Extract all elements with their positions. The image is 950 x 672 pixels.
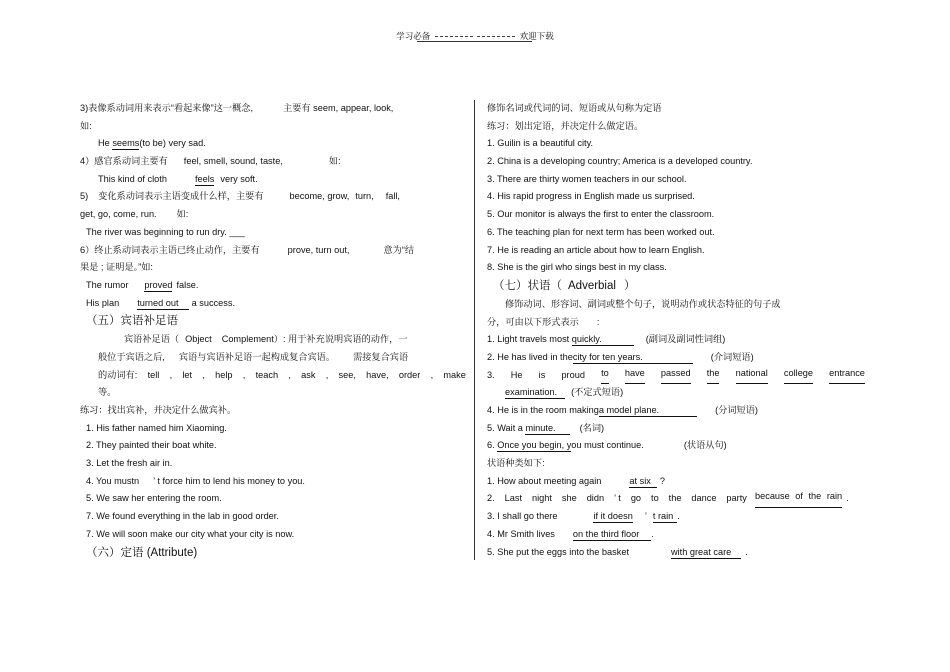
- text: look,: [373, 103, 394, 113]
- text: get, go, come, run.: [80, 209, 157, 220]
- text: .: [677, 511, 680, 522]
- text: 4. Mr Smith lives: [487, 528, 555, 539]
- note: (介词短语): [710, 351, 754, 362]
- word: ’ t: [614, 493, 621, 504]
- answer-underline: because of the rain: [755, 490, 842, 508]
- text-line: [80, 331, 466, 349]
- word: is: [538, 369, 546, 380]
- word: ask: [301, 369, 316, 380]
- word: ,: [242, 369, 246, 380]
- text: :: [596, 316, 600, 327]
- text: 4）感官系动词主要有: [80, 156, 168, 167]
- text: 意为“结: [383, 244, 415, 255]
- text: ’: [644, 511, 647, 522]
- text: 分，可由以下形式表示: [487, 316, 579, 327]
- text: The river was beginning to run dry.: [86, 226, 227, 237]
- word: party: [726, 493, 747, 504]
- note: (不定式短语): [571, 387, 624, 398]
- word: see,: [338, 369, 356, 380]
- header-left: 学习必备: [396, 32, 431, 42]
- text-line: [80, 188, 466, 206]
- exercise-item: 1. His father named him Xiaoming.: [86, 422, 227, 433]
- header-right: 欢迎下载: [519, 32, 554, 42]
- text: prove, turn out,: [287, 244, 350, 255]
- answer-underline: at six: [629, 475, 656, 488]
- text: fall,: [385, 191, 400, 202]
- text-line: [80, 100, 466, 118]
- word: 2.: [487, 493, 495, 504]
- answer-underline: examination.: [505, 386, 565, 399]
- word: tell: [147, 369, 160, 380]
- word: go: [630, 493, 642, 504]
- text: 3)表像系动词用来表示“看起来像”这一概念,: [80, 103, 254, 113]
- text: seem, appear,: [313, 103, 372, 113]
- example-sentence: [487, 508, 872, 526]
- exercise-item: 7. We found everything in the lab in good order.: [86, 511, 279, 522]
- text-line: 状语种类如下:: [487, 458, 545, 469]
- answer-underline: Once you begin, y: [497, 440, 572, 451]
- word: help: [215, 369, 233, 380]
- text: The rumor: [86, 279, 129, 290]
- text: turn,: [355, 191, 374, 202]
- text: 宾语与宾语补足语一起构成复合宾语。: [178, 351, 336, 362]
- exercise-item: 2. They painted their boat white.: [86, 440, 217, 451]
- word: order: [398, 369, 421, 380]
- text: 5): [80, 191, 89, 202]
- exercise-item: 7. He is reading an article about how to learn English.: [487, 244, 705, 255]
- text: Complement）: 用于补充说明宾语的动作，一: [221, 334, 408, 345]
- note: (分词短语): [715, 405, 758, 415]
- answer-underline: city for ten years.: [573, 351, 693, 364]
- text: 般位于宾语之后,: [98, 351, 165, 362]
- header-dashes: [435, 36, 473, 37]
- text: 5. She put the eggs into the basket: [487, 546, 629, 557]
- answer-underline: a model plane.: [599, 404, 697, 417]
- text: .: [745, 546, 748, 557]
- exercise-item: 1. Guilin is a beautiful city.: [487, 138, 594, 149]
- word: have,: [366, 369, 389, 380]
- example-sentence: [80, 171, 466, 189]
- text-line: 修饰动词、形容词、副词或整个句子，说明动作或状态特征的句子成: [505, 298, 781, 309]
- exercise-item: 3. There are thirty women teachers in our school.: [487, 173, 687, 184]
- page-header: [0, 30, 950, 42]
- word: national: [736, 367, 768, 385]
- text: .: [651, 528, 654, 539]
- text: 4. He is in the room making: [487, 405, 599, 415]
- section-heading-6: （六）定语 (Attribute): [86, 546, 198, 559]
- example-sentence: [487, 490, 872, 508]
- exercise-instruction: 练习：划出定语，并决定什么做定语。: [487, 120, 644, 131]
- word: ,: [288, 369, 291, 380]
- word: ,: [325, 369, 329, 380]
- exercise-item: 7. We will soon make our city what your city is now.: [86, 528, 295, 539]
- answer-underline: seems: [112, 138, 140, 149]
- word: didn: [586, 493, 605, 504]
- answer-underline: t rain: [653, 510, 677, 523]
- exercise-item: 4. His rapid progress in English made us surprised.: [487, 191, 695, 202]
- note: (副词及副词性词组): [645, 334, 726, 345]
- word: dance: [691, 493, 717, 504]
- answer-underline: on the third floor: [573, 528, 651, 541]
- word: college: [784, 367, 813, 385]
- text: 1. How about meeting again: [487, 475, 602, 486]
- text: ’ t force him to lend his money to you.: [153, 475, 305, 486]
- word: entrance: [829, 367, 865, 385]
- example-sentence: [487, 420, 872, 438]
- word: she: [561, 493, 577, 504]
- exercise-item: 5. We saw her entering the room.: [86, 493, 222, 504]
- word: ,: [202, 369, 205, 380]
- text: 主要有: [283, 103, 311, 113]
- text-line: 果是 ; 证明是。”如:: [80, 262, 153, 273]
- word: teach: [255, 369, 279, 380]
- text: ou must continue.: [571, 440, 644, 451]
- text: very soft.: [220, 173, 258, 184]
- text: He: [98, 138, 110, 149]
- example-sentence: [80, 277, 466, 295]
- exercise-item: 3. Let the fresh air in.: [86, 458, 173, 469]
- exercise-item: [80, 473, 466, 491]
- text: feel, smell, sound, taste,: [183, 156, 283, 167]
- example-sentence: [487, 349, 872, 367]
- answer-underline: feels: [194, 173, 215, 184]
- text: a success.: [191, 297, 235, 308]
- word: make: [443, 369, 466, 380]
- left-column: [80, 100, 466, 563]
- column-divider: [474, 100, 475, 560]
- text: 5. Wait a: [487, 422, 523, 433]
- example-sentence: [487, 384, 872, 402]
- text: Adverbial: [568, 279, 616, 292]
- header-dashes: [477, 36, 515, 37]
- text: .: [846, 493, 849, 504]
- exercise-item: 6. The teaching plan for next term has been worked out.: [487, 226, 715, 237]
- text-line: 等。: [98, 387, 117, 398]
- example-sentence: [80, 295, 466, 313]
- text: This kind of cloth: [98, 173, 167, 184]
- word: proud: [561, 369, 585, 380]
- example-sentence: [487, 526, 872, 544]
- example-sentence: [487, 331, 872, 349]
- example-sentence: [487, 402, 872, 420]
- exercise-item: 5. Our monitor is always the first to enter the classroom.: [487, 209, 715, 220]
- example-sentence: [80, 224, 466, 242]
- note: (状语从句): [683, 440, 727, 451]
- section-heading-5: （五）宾语补足语: [86, 315, 178, 328]
- example-sentence: [487, 473, 872, 491]
- word: the: [668, 493, 682, 504]
- blank: ___: [229, 226, 245, 237]
- text: 如:: [328, 156, 341, 167]
- answer-underline: proved: [144, 279, 173, 290]
- text: 宾语补足语（: [124, 334, 180, 345]
- exercise-item: 2. China is a developing country; America is a developed country.: [487, 156, 753, 167]
- word: 3.: [487, 369, 495, 380]
- text: ）: [623, 279, 636, 292]
- text: Object: [185, 334, 212, 345]
- text-line: [80, 242, 466, 260]
- text-line: 如:: [80, 120, 92, 131]
- word: night: [531, 493, 552, 504]
- header-rule: [417, 41, 532, 42]
- word: Last: [504, 493, 523, 504]
- text: 6）终止系动词表示主语已终止动作，主要有: [80, 244, 260, 255]
- answer-underline: if it doesn: [593, 511, 633, 522]
- text-line: [80, 153, 466, 171]
- example-sentence: [487, 367, 865, 385]
- example-sentence: [487, 437, 872, 455]
- text: (to be) very sad.: [139, 138, 206, 149]
- word: He: [510, 369, 523, 380]
- answer-underline: turned out: [137, 297, 188, 310]
- text: false.: [176, 279, 199, 290]
- text: 3. I shall go there: [487, 511, 558, 522]
- text: His plan: [86, 297, 120, 308]
- text: 1. Light travels most: [487, 334, 570, 345]
- example-sentence: [80, 135, 466, 153]
- exercise-instruction: 练习：找出宾补，并决定什么做宾补。: [80, 405, 237, 415]
- word: to: [651, 493, 659, 504]
- word: let: [182, 369, 193, 380]
- word: ,: [169, 369, 173, 380]
- text: 4. You mustn: [86, 475, 140, 486]
- text: 2. He has lived in the: [487, 351, 573, 362]
- answer-underline: with great care: [671, 546, 741, 559]
- note: (名词): [579, 422, 605, 433]
- text-line: [80, 206, 466, 224]
- text: 如:: [176, 209, 189, 220]
- right-column: [487, 100, 872, 561]
- text-line: [80, 367, 466, 385]
- text: ?: [659, 475, 665, 486]
- section-heading-7: [487, 277, 872, 296]
- text: 变化系动词表示主语变成什么样，主要有: [98, 191, 264, 202]
- exercise-item: 8. She is the girl who sings best in my class.: [487, 262, 667, 273]
- text: become, grow,: [289, 191, 350, 202]
- word: ,: [430, 369, 434, 380]
- example-sentence: [487, 544, 872, 562]
- text-line: 修饰名词或代词的词、短语或从句称为定语: [487, 103, 662, 113]
- word: the: [707, 367, 720, 385]
- text: （七）状语（: [493, 279, 562, 292]
- text: 的动词有:: [98, 369, 138, 380]
- answer-underline: minute.: [525, 422, 569, 435]
- text-line: [80, 349, 466, 367]
- word: have: [625, 367, 645, 385]
- text: 需接复合宾语: [353, 351, 409, 362]
- text-line: [487, 314, 872, 332]
- answer-underline: quickly.: [572, 333, 634, 346]
- text: 6.: [487, 440, 495, 451]
- word: passed: [661, 367, 691, 385]
- word: to: [601, 367, 609, 385]
